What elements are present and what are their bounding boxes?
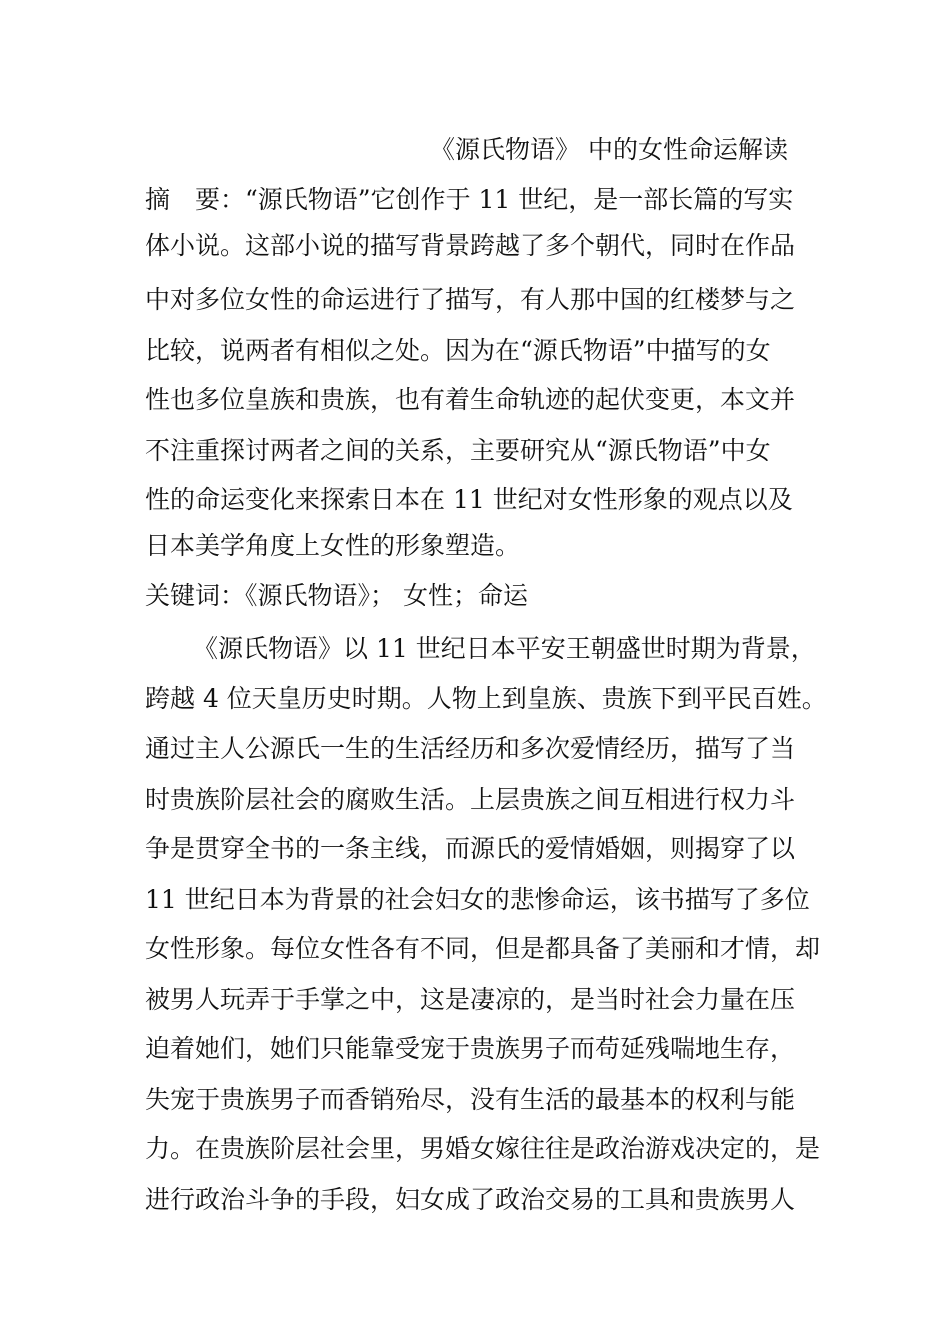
body-line: 女性形象。每位女性各有不同，但是都具备了美丽和才情，却 <box>145 934 821 963</box>
abstract-line: 体小说。这部小说的描写背景跨越了多个朝代，同时在作品 <box>145 231 796 260</box>
abstract-line: 比较，说两者有相似之处。因为在“源氏物语”中描写的女 <box>145 336 771 365</box>
abstract-line: 摘 要：“源氏物语”它创作于 11 世纪，是一部长篇的写实 <box>145 185 794 214</box>
abstract-line: 性也多位皇族和贵族，也有着生命轨迹的起伏变更，本文并 <box>145 385 796 414</box>
body-line: 力。在贵族阶层社会里，男婚女嫁往往是政治游戏决定的，是 <box>145 1134 821 1163</box>
abstract-line: 性的命运变化来探索日本在 11 世纪对女性形象的观点以及 <box>145 485 793 514</box>
body-line: 11 世纪日本为背景的社会妇女的悲惨命运，该书描写了多位 <box>145 885 810 914</box>
keywords-line: 关键词：《源氏物语》； 女性；命运 <box>145 581 528 610</box>
body-line: 《源氏物语》以 11 世纪日本平安王朝盛世时期为背景， <box>193 634 816 663</box>
body-line: 争是贯穿全书的一条主线，而源氏的爱情婚姻，则揭穿了以 <box>145 834 796 863</box>
abstract-line: 中对多位女性的命运进行了描写，有人那中国的红楼梦与之 <box>145 285 796 314</box>
body-line: 被男人玩弄于手掌之中，这是凄凉的，是当时社会力量在压 <box>145 985 796 1014</box>
abstract-line: 日本美学角度上女性的形象塑造。 <box>145 531 521 560</box>
abstract-line: 不注重探讨两者之间的关系，主要研究从“源氏物语”中女 <box>145 436 771 465</box>
body-line: 通过主人公源氏一生的生活经历和多次爱情经历，描写了当 <box>145 734 796 763</box>
body-line: 进行政治斗争的手段，妇女成了政治交易的工具和贵族男人 <box>145 1185 796 1214</box>
document-title: 《源氏物语》 中的女性命运解读 <box>430 135 788 164</box>
body-line: 失宠于贵族男子而香销殆尽，没有生活的最基本的权利与能 <box>145 1085 796 1114</box>
body-line: 时贵族阶层社会的腐败生活。上层贵族之间互相进行权力斗 <box>145 785 796 814</box>
body-line: 迫着她们，她们只能靠受宠于贵族男子而苟延残喘地生存， <box>145 1034 796 1063</box>
body-line: 跨越 4 位天皇历史时期。人物上到皇族、贵族下到平民百姓。 <box>145 684 827 713</box>
